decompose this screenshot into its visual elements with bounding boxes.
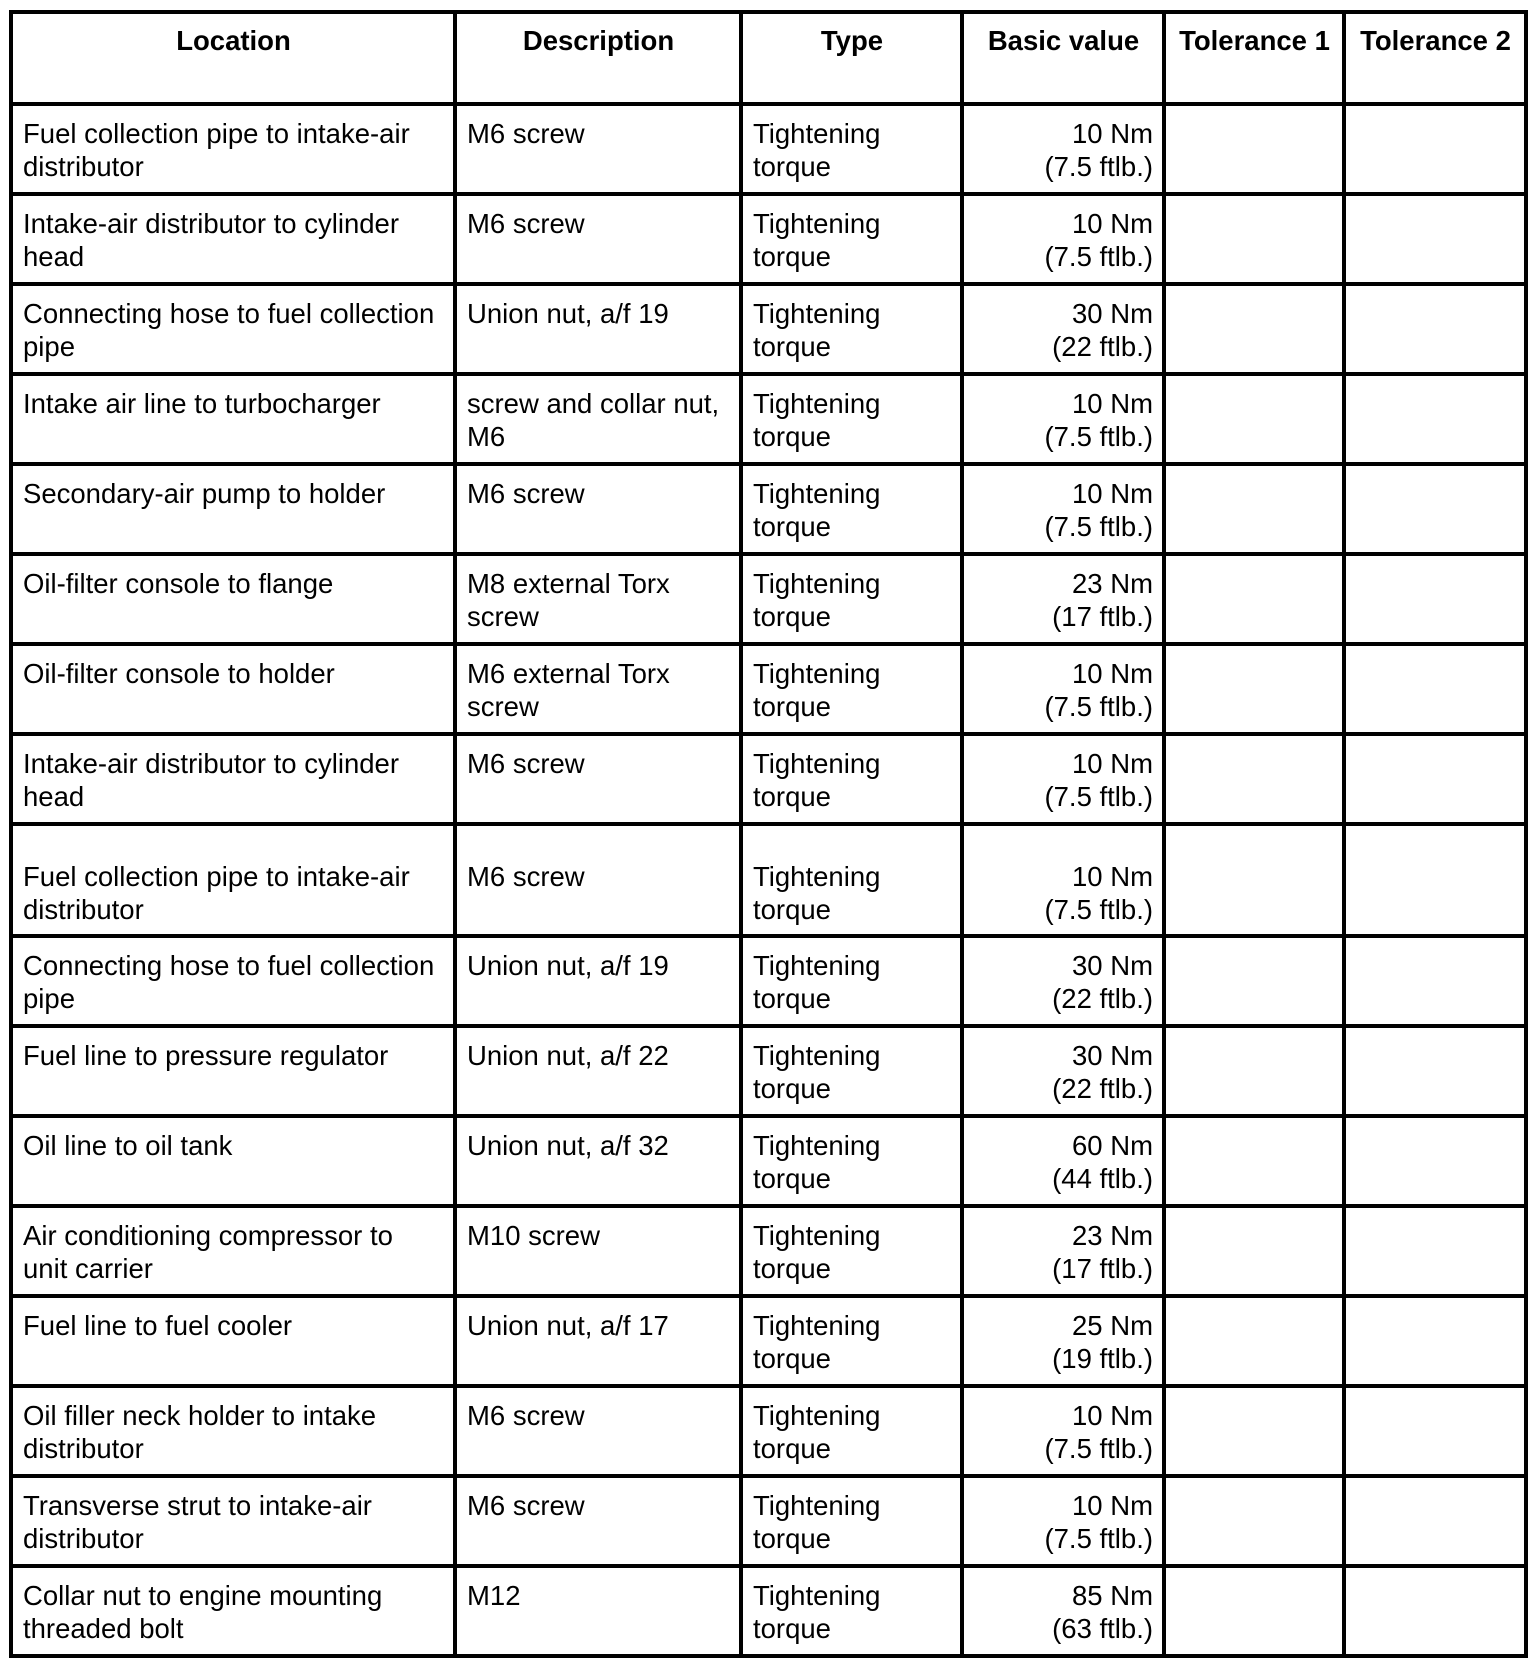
tolerance-1-cell <box>1164 464 1344 554</box>
description-cell: M6 screw <box>455 824 741 936</box>
value-ftlb: (22 ftlb.) <box>1052 983 1153 1014</box>
table-row <box>11 644 1526 734</box>
location-cell: Oil filler neck holder to intake distributor <box>11 1386 455 1476</box>
tolerance-2-cell <box>1344 464 1526 554</box>
basic-value-cell <box>962 374 1164 464</box>
value-nm: 85 Nm <box>1072 1580 1153 1611</box>
header-type: Type <box>741 12 962 104</box>
description-cell: M10 screw <box>455 1206 741 1296</box>
tolerance-1-cell <box>1164 734 1344 824</box>
table-row <box>11 734 1526 824</box>
location-cell: Collar nut to engine mounting threaded bolt <box>11 1566 455 1656</box>
type-cell: Tightening torque <box>741 1386 962 1476</box>
type-cell: Tightening torque <box>741 1296 962 1386</box>
location-cell: Connecting hose to fuel collection pipe <box>11 936 455 1026</box>
location-cell: Secondary-air pump to holder <box>11 464 455 554</box>
location-cell: Connecting hose to fuel collection pipe <box>11 284 455 374</box>
location-cell: Fuel line to fuel cooler <box>11 1296 455 1386</box>
description-cell: M6 external Torx screw <box>455 644 741 734</box>
value-ftlb: (17 ftlb.) <box>1052 1253 1153 1284</box>
tolerance-2-cell <box>1344 284 1526 374</box>
type-cell: Tightening torque <box>741 194 962 284</box>
value-nm: 10 Nm <box>1072 658 1153 689</box>
value-nm: 10 Nm <box>1072 478 1153 509</box>
basic-value-cell <box>962 1476 1164 1566</box>
value-ftlb: (7.5 ftlb.) <box>1044 421 1153 452</box>
value-ftlb: (7.5 ftlb.) <box>1044 781 1153 812</box>
description-cell: Union nut, a/f 32 <box>455 1116 741 1206</box>
value-ftlb: (63 ftlb.) <box>1052 1613 1153 1644</box>
basic-value-cell <box>962 554 1164 644</box>
tolerance-2-cell <box>1344 734 1526 824</box>
basic-value-cell <box>962 1026 1164 1116</box>
value-ftlb: (22 ftlb.) <box>1052 331 1153 362</box>
basic-value-cell <box>962 194 1164 284</box>
value-ftlb: (7.5 ftlb.) <box>1044 241 1153 272</box>
location-cell: Oil line to oil tank <box>11 1116 455 1206</box>
type-cell: Tightening torque <box>741 284 962 374</box>
value-nm: 10 Nm <box>1072 388 1153 419</box>
description-cell: Union nut, a/f 19 <box>455 284 741 374</box>
value-ftlb: (7.5 ftlb.) <box>1044 511 1153 542</box>
table-row <box>11 1026 1526 1116</box>
description-cell: M6 screw <box>455 1386 741 1476</box>
tolerance-1-cell <box>1164 374 1344 464</box>
header-location: Location <box>11 12 455 104</box>
basic-value-cell <box>962 824 1164 936</box>
tolerance-2-cell <box>1344 1026 1526 1116</box>
basic-value-cell <box>962 464 1164 554</box>
tolerance-1-cell <box>1164 1296 1344 1386</box>
basic-value-cell <box>962 1566 1164 1656</box>
value-ftlb: (22 ftlb.) <box>1052 1073 1153 1104</box>
table-row <box>11 1206 1526 1296</box>
type-cell: Tightening torque <box>741 824 962 936</box>
header-basic-value: Basic value <box>962 12 1164 104</box>
location-cell: Fuel collection pipe to intake-air distributor <box>11 824 455 936</box>
torque-specifications-table <box>9 10 1528 1658</box>
tolerance-1-cell <box>1164 284 1344 374</box>
type-cell: Tightening torque <box>741 1026 962 1116</box>
value-ftlb: (7.5 ftlb.) <box>1044 1433 1153 1464</box>
description-cell: M6 screw <box>455 104 741 194</box>
basic-value-cell <box>962 734 1164 824</box>
tolerance-1-cell <box>1164 1116 1344 1206</box>
tolerance-2-cell <box>1344 1116 1526 1206</box>
basic-value-cell <box>962 284 1164 374</box>
table-row <box>11 1566 1526 1656</box>
location-cell: Intake-air distributor to cylinder head <box>11 194 455 284</box>
tolerance-1-cell <box>1164 104 1344 194</box>
table-row <box>11 554 1526 644</box>
value-ftlb: (44 ftlb.) <box>1052 1163 1153 1194</box>
basic-value-cell <box>962 936 1164 1026</box>
table-row <box>11 104 1526 194</box>
header-tolerance-2: Tolerance 2 <box>1344 12 1526 104</box>
tolerance-1-cell <box>1164 1476 1344 1566</box>
value-nm: 10 Nm <box>1072 861 1153 892</box>
tolerance-2-cell <box>1344 554 1526 644</box>
tolerance-1-cell <box>1164 1026 1344 1116</box>
basic-value-cell <box>962 644 1164 734</box>
basic-value-cell <box>962 104 1164 194</box>
description-cell: M6 screw <box>455 734 741 824</box>
tolerance-2-cell <box>1344 374 1526 464</box>
tolerance-1-cell <box>1164 1206 1344 1296</box>
type-cell: Tightening torque <box>741 1566 962 1656</box>
tolerance-2-cell <box>1344 936 1526 1026</box>
tolerance-1-cell <box>1164 554 1344 644</box>
value-nm: 60 Nm <box>1072 1130 1153 1161</box>
value-nm: 10 Nm <box>1072 118 1153 149</box>
description-cell: M6 screw <box>455 1476 741 1566</box>
type-cell: Tightening torque <box>741 374 962 464</box>
location-cell: Fuel line to pressure regulator <box>11 1026 455 1116</box>
value-nm: 25 Nm <box>1072 1310 1153 1341</box>
table-row <box>11 1116 1526 1206</box>
tolerance-2-cell <box>1344 194 1526 284</box>
description-cell: M6 screw <box>455 464 741 554</box>
value-ftlb: (7.5 ftlb.) <box>1044 1523 1153 1554</box>
type-cell: Tightening torque <box>741 104 962 194</box>
description-cell: Union nut, a/f 17 <box>455 1296 741 1386</box>
value-ftlb: (19 ftlb.) <box>1052 1343 1153 1374</box>
tolerance-1-cell <box>1164 194 1344 284</box>
header-tolerance-1: Tolerance 1 <box>1164 12 1344 104</box>
value-nm: 30 Nm <box>1072 950 1153 981</box>
table-row <box>11 1386 1526 1476</box>
basic-value-cell <box>962 1296 1164 1386</box>
description-cell: M12 <box>455 1566 741 1656</box>
value-nm: 10 Nm <box>1072 748 1153 779</box>
tolerance-1-cell <box>1164 1566 1344 1656</box>
description-cell: M6 screw <box>455 194 741 284</box>
location-cell: Oil-filter console to holder <box>11 644 455 734</box>
tolerance-2-cell <box>1344 104 1526 194</box>
type-cell: Tightening torque <box>741 936 962 1026</box>
table-row <box>11 1296 1526 1386</box>
table-row <box>11 194 1526 284</box>
location-cell: Oil-filter console to flange <box>11 554 455 644</box>
type-cell: Tightening torque <box>741 1476 962 1566</box>
tolerance-2-cell <box>1344 1296 1526 1386</box>
value-ftlb: (7.5 ftlb.) <box>1044 691 1153 722</box>
type-cell: Tightening torque <box>741 554 962 644</box>
value-nm: 23 Nm <box>1072 1220 1153 1251</box>
type-cell: Tightening torque <box>741 644 962 734</box>
basic-value-cell <box>962 1206 1164 1296</box>
header-description: Description <box>455 12 741 104</box>
value-nm: 10 Nm <box>1072 208 1153 239</box>
tolerance-2-cell <box>1344 1206 1526 1296</box>
table-row <box>11 374 1526 464</box>
tolerance-2-cell <box>1344 1476 1526 1566</box>
location-cell: Air conditioning compressor to unit carrier <box>11 1206 455 1296</box>
value-nm: 30 Nm <box>1072 1040 1153 1071</box>
table-row <box>11 824 1526 936</box>
tolerance-2-cell <box>1344 644 1526 734</box>
table-header-row <box>11 12 1526 104</box>
description-cell: Union nut, a/f 22 <box>455 1026 741 1116</box>
description-cell: screw and collar nut, M6 <box>455 374 741 464</box>
location-cell: Transverse strut to intake-air distributor <box>11 1476 455 1566</box>
basic-value-cell <box>962 1116 1164 1206</box>
value-nm: 10 Nm <box>1072 1400 1153 1431</box>
tolerance-2-cell <box>1344 1386 1526 1476</box>
location-cell: Intake air line to turbocharger <box>11 374 455 464</box>
type-cell: Tightening torque <box>741 734 962 824</box>
tolerance-1-cell <box>1164 644 1344 734</box>
table-row <box>11 1476 1526 1566</box>
tolerance-1-cell <box>1164 936 1344 1026</box>
table-row <box>11 284 1526 374</box>
value-ftlb: (7.5 ftlb.) <box>1044 894 1153 925</box>
value-nm: 10 Nm <box>1072 1490 1153 1521</box>
value-ftlb: (7.5 ftlb.) <box>1044 151 1153 182</box>
basic-value-cell <box>962 1386 1164 1476</box>
description-cell: M8 external Torx screw <box>455 554 741 644</box>
tolerance-1-cell <box>1164 824 1344 936</box>
tolerance-2-cell <box>1344 1566 1526 1656</box>
type-cell: Tightening torque <box>741 1116 962 1206</box>
location-cell: Fuel collection pipe to intake-air distributor <box>11 104 455 194</box>
value-nm: 30 Nm <box>1072 298 1153 329</box>
type-cell: Tightening torque <box>741 1206 962 1296</box>
location-cell: Intake-air distributor to cylinder head <box>11 734 455 824</box>
value-nm: 23 Nm <box>1072 568 1153 599</box>
tolerance-1-cell <box>1164 1386 1344 1476</box>
value-ftlb: (17 ftlb.) <box>1052 601 1153 632</box>
type-cell: Tightening torque <box>741 464 962 554</box>
table-row <box>11 464 1526 554</box>
table-row <box>11 936 1526 1026</box>
description-cell: Union nut, a/f 19 <box>455 936 741 1026</box>
tolerance-2-cell <box>1344 824 1526 936</box>
